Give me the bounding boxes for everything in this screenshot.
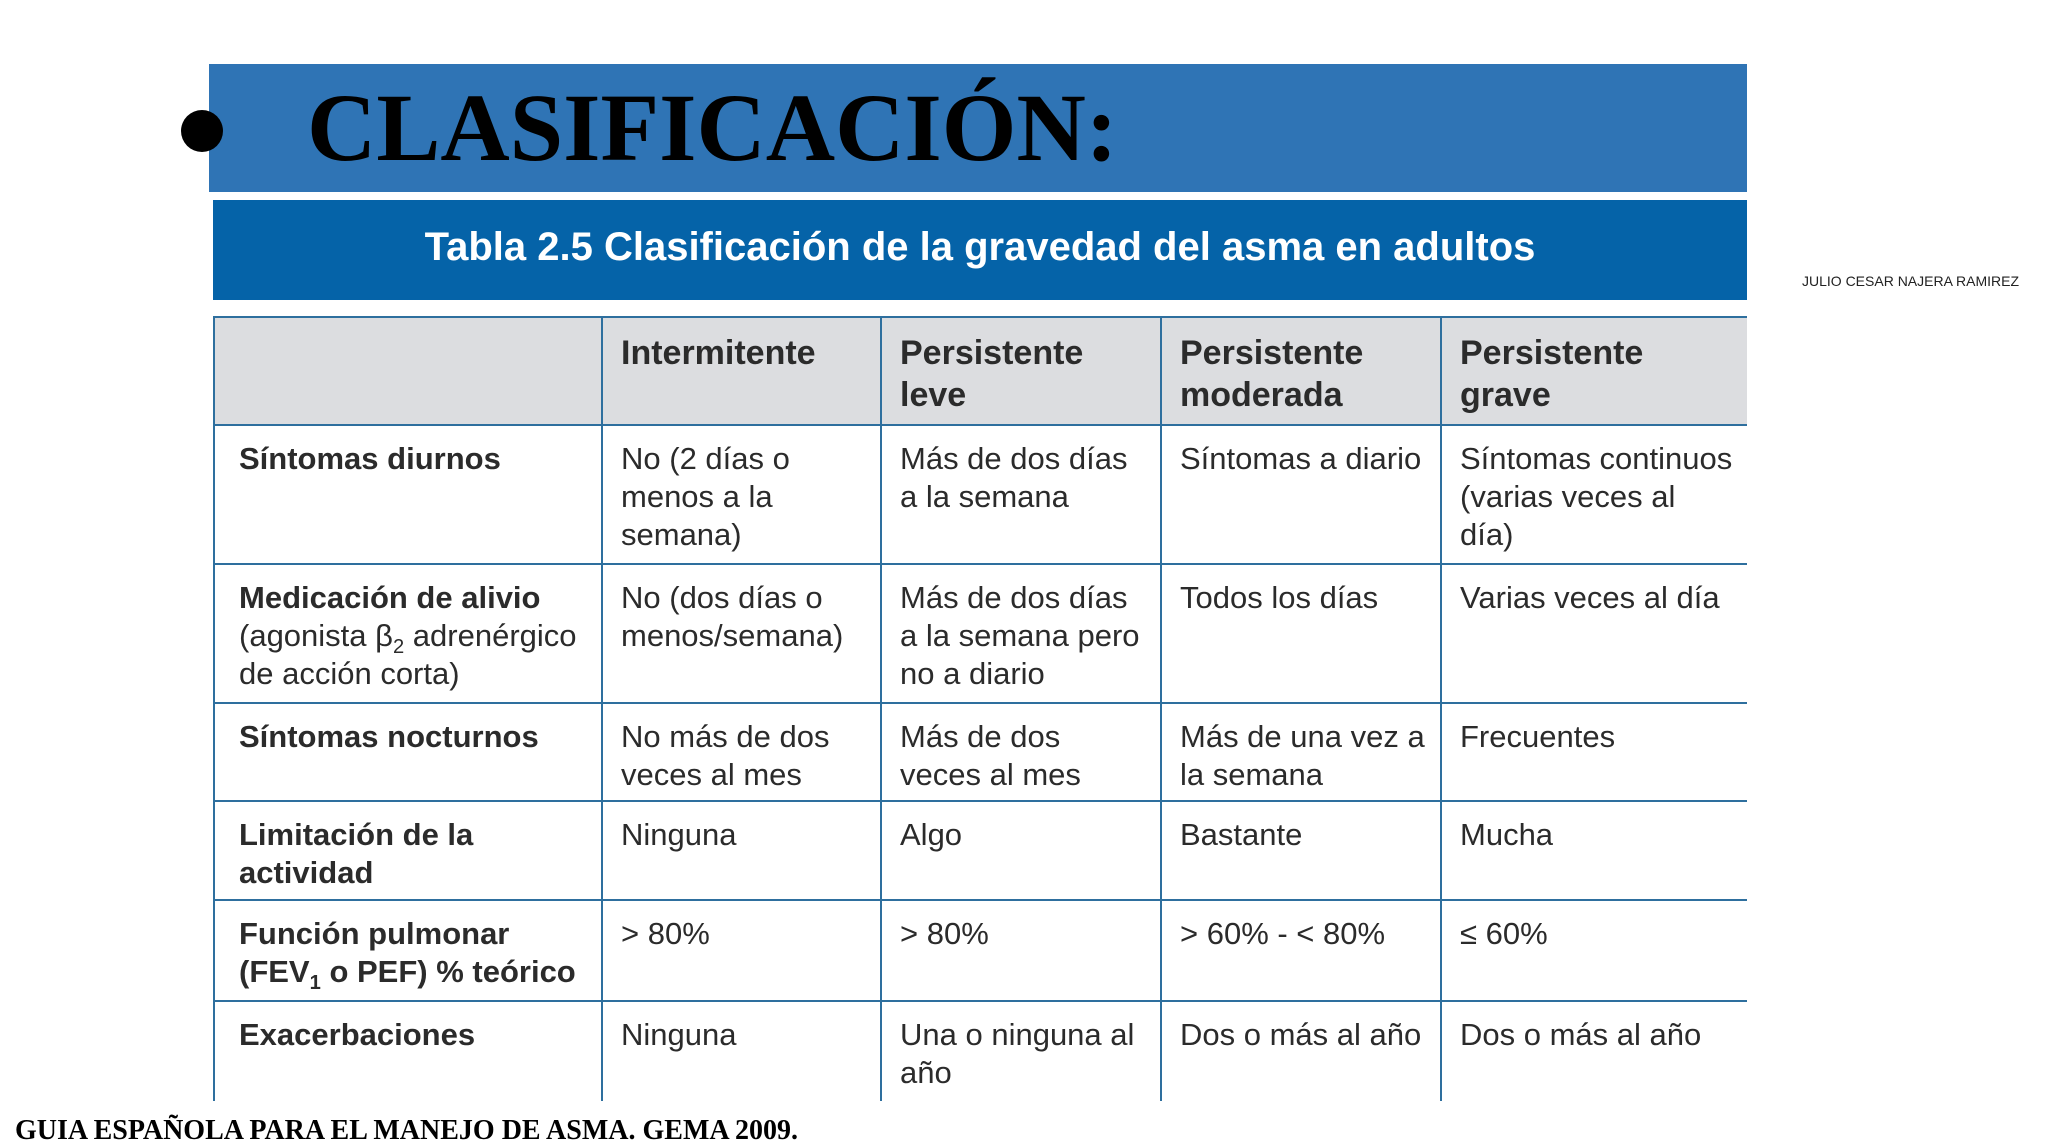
table-cell: Bastante xyxy=(1161,801,1441,900)
table-cell: Frecuentes xyxy=(1441,703,1747,801)
table-cell: Dos o más al año xyxy=(1161,1001,1441,1101)
header-persistente-grave: Persistente grave xyxy=(1441,317,1747,425)
table-cell: ≤ 60% xyxy=(1441,900,1747,1001)
table-cell: Síntomas a diario xyxy=(1161,425,1441,564)
row-label-sintomas-diurnos: Síntomas diurnos xyxy=(214,425,602,564)
table-cell: No (dos días o menos/semana) xyxy=(602,564,881,703)
table-cell: Todos los días xyxy=(1161,564,1441,703)
table-cell: Una o ninguna al año xyxy=(881,1001,1161,1101)
table-cell: > 80% xyxy=(881,900,1161,1001)
table-cell: No (2 días o menos a la semana) xyxy=(602,425,881,564)
table-header-row xyxy=(214,317,1747,425)
row-label-sintomas-nocturnos: Síntomas nocturnos xyxy=(214,703,602,801)
row-label-medicacion-alivio xyxy=(214,564,602,703)
header-persistente-leve: Persistente leve xyxy=(881,317,1161,425)
table-row xyxy=(214,1001,1747,1101)
table-cell: Ninguna xyxy=(602,1001,881,1101)
table-cell: Dos o más al año xyxy=(1441,1001,1747,1101)
table-cell: Algo xyxy=(881,801,1161,900)
table-cell: > 80% xyxy=(602,900,881,1001)
row-label-detail: (agonista $\beta_2$ adrenérgico de acción corta) xyxy=(239,618,577,691)
row-label-main: Medicación de alivio xyxy=(239,580,541,615)
severity-table-container xyxy=(213,316,1747,1101)
row-label-funcion-pulmonar: Función pulmonar ($FEV_1$ o PEF) % teórico xyxy=(214,900,602,1001)
bullet-icon xyxy=(181,110,223,152)
header-cell-empty xyxy=(214,317,602,425)
table-row xyxy=(214,801,1747,900)
table-cell: Mucha xyxy=(1441,801,1747,900)
table-row xyxy=(214,703,1747,801)
table-caption: Tabla 2.5 Clasificación de la gravedad del asma en adultos xyxy=(424,225,1536,269)
table-cell: Más de dos días a la semana pero no a diario xyxy=(881,564,1161,703)
table-cell: Más de dos días a la semana xyxy=(881,425,1161,564)
table-cell: Varias veces al día xyxy=(1441,564,1747,703)
source-citation: GUIA ESPAÑOLA PARA EL MANEJO DE ASMA. GEMA 2009. xyxy=(15,1115,799,1146)
author-name: JULIO CESAR NAJERA RAMIREZ xyxy=(1802,273,2020,289)
table-row xyxy=(214,900,1747,1001)
header-intermitente: Intermitente xyxy=(602,317,881,425)
table-cell: > 60% - < 80% xyxy=(1161,900,1441,1001)
table-cell: Síntomas continuos (varias veces al día) xyxy=(1441,425,1747,564)
table-row xyxy=(214,425,1747,564)
table-cell: Más de dos veces al mes xyxy=(881,703,1161,801)
severity-table xyxy=(213,316,1747,1101)
table-cell: No más de dos veces al mes xyxy=(602,703,881,801)
table-cell: Ninguna xyxy=(602,801,881,900)
row-label-exacerbaciones: Exacerbaciones xyxy=(214,1001,602,1101)
row-label-limitacion-actividad: Limitación de la actividad xyxy=(214,801,602,900)
slide-title: CLASIFICACIÓN: xyxy=(307,74,1118,181)
table-cell: Más de una vez a la semana xyxy=(1161,703,1441,801)
header-persistente-moderada: Persistente moderada xyxy=(1161,317,1441,425)
table-row xyxy=(214,564,1747,703)
